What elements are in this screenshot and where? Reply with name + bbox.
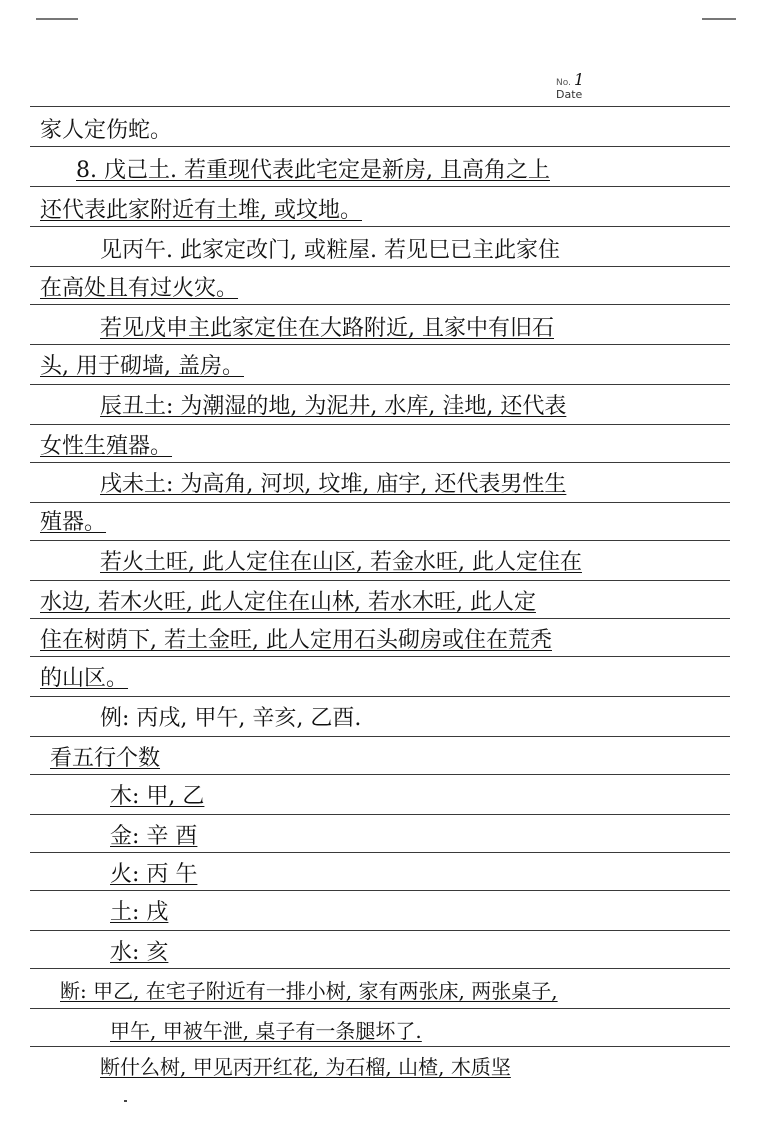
ruled-line xyxy=(30,502,730,503)
ruled-line xyxy=(30,656,730,657)
text-line: 金: 辛 酉 xyxy=(110,824,198,849)
ruled-line xyxy=(30,106,730,107)
text-line: 住在树荫下, 若土金旺, 此人定用石头砌房或住在荒秃 xyxy=(40,628,552,653)
text-line: 女性生殖器。 xyxy=(40,434,173,459)
ruled-line xyxy=(30,462,730,463)
ruled-line xyxy=(30,814,730,815)
text-line: 见丙午. 此家定改门, 或粧屋. 若见巳已主此家住 xyxy=(100,238,560,263)
text-line: 的山区。 xyxy=(40,666,129,691)
text-line: 看五行个数 xyxy=(50,746,161,771)
ruled-line xyxy=(30,968,730,969)
text-line: 若火土旺, 此人定住在山区, 若金水旺, 此人定住在 xyxy=(100,550,582,575)
page-number: 1 xyxy=(574,70,585,89)
ruled-line xyxy=(30,580,730,581)
ruled-line xyxy=(30,424,730,425)
ruled-line xyxy=(30,1008,730,1009)
text-line: 殖器。 xyxy=(40,510,107,535)
text-line: 戌未土: 为高角, 河坝, 坟堆, 庙宇, 还代表男性生 xyxy=(100,472,567,497)
text-line: 断什么树, 甲见丙开红花, 为石榴, 山楂, 木质坚 xyxy=(100,1055,511,1079)
text-line: 在高处且有过火灾。 xyxy=(40,276,239,301)
ruled-line xyxy=(30,186,730,187)
text-line: 水边, 若木火旺, 此人定住在山林, 若水木旺, 此人定 xyxy=(40,590,536,615)
text-line: 甲午, 甲被午泄, 桌子有一条腿坏了. xyxy=(110,1019,422,1043)
ruled-line xyxy=(30,266,730,267)
text-line: 家人定伤蛇。 xyxy=(40,118,173,143)
text-line: 若见戊申主此家定住在大路附近, 且家中有旧石 xyxy=(100,316,554,341)
scan-speck xyxy=(124,1100,127,1102)
ruled-line xyxy=(30,540,730,541)
ruled-line xyxy=(30,774,730,775)
text-line: 例: 丙戌, 甲午, 辛亥, 乙酉. xyxy=(100,706,362,731)
text-line: 辰丑土: 为潮湿的地, 为泥井, 水库, 洼地, 还代表 xyxy=(100,394,567,419)
ruled-line xyxy=(30,344,730,345)
ruled-line xyxy=(30,304,730,305)
text-line: 水: 亥 xyxy=(110,940,169,965)
ruled-line xyxy=(30,146,730,147)
text-line: 头, 用于砌墙, 盖房。 xyxy=(40,354,244,379)
text-line: 土: 戌 xyxy=(110,900,169,925)
ruled-line xyxy=(30,226,730,227)
ruled-line xyxy=(30,1046,730,1047)
ruled-line xyxy=(30,736,730,737)
page-no-label: No. xyxy=(556,78,571,88)
page-number-box xyxy=(556,70,620,100)
text-line: 断: 甲乙, 在宅子附近有一排小树, 家有两张床, 两张桌子, xyxy=(60,979,558,1003)
text-line: 8. 戊己土. 若重现代表此宅定是新房, 且高角之上 xyxy=(76,158,550,183)
ruled-line xyxy=(30,696,730,697)
text-line: 火: 丙 午 xyxy=(110,862,198,887)
ruled-line xyxy=(30,618,730,619)
date-label: Date xyxy=(556,88,583,101)
text-line: 木: 甲, 乙 xyxy=(110,784,205,809)
ruled-line xyxy=(30,890,730,891)
corner-mark-right xyxy=(702,18,736,20)
text-line: 还代表此家附近有土堆, 或坟地。 xyxy=(40,198,362,223)
ruled-line xyxy=(30,852,730,853)
ruled-line xyxy=(30,384,730,385)
ruled-line xyxy=(30,930,730,931)
corner-mark-left xyxy=(36,18,78,20)
